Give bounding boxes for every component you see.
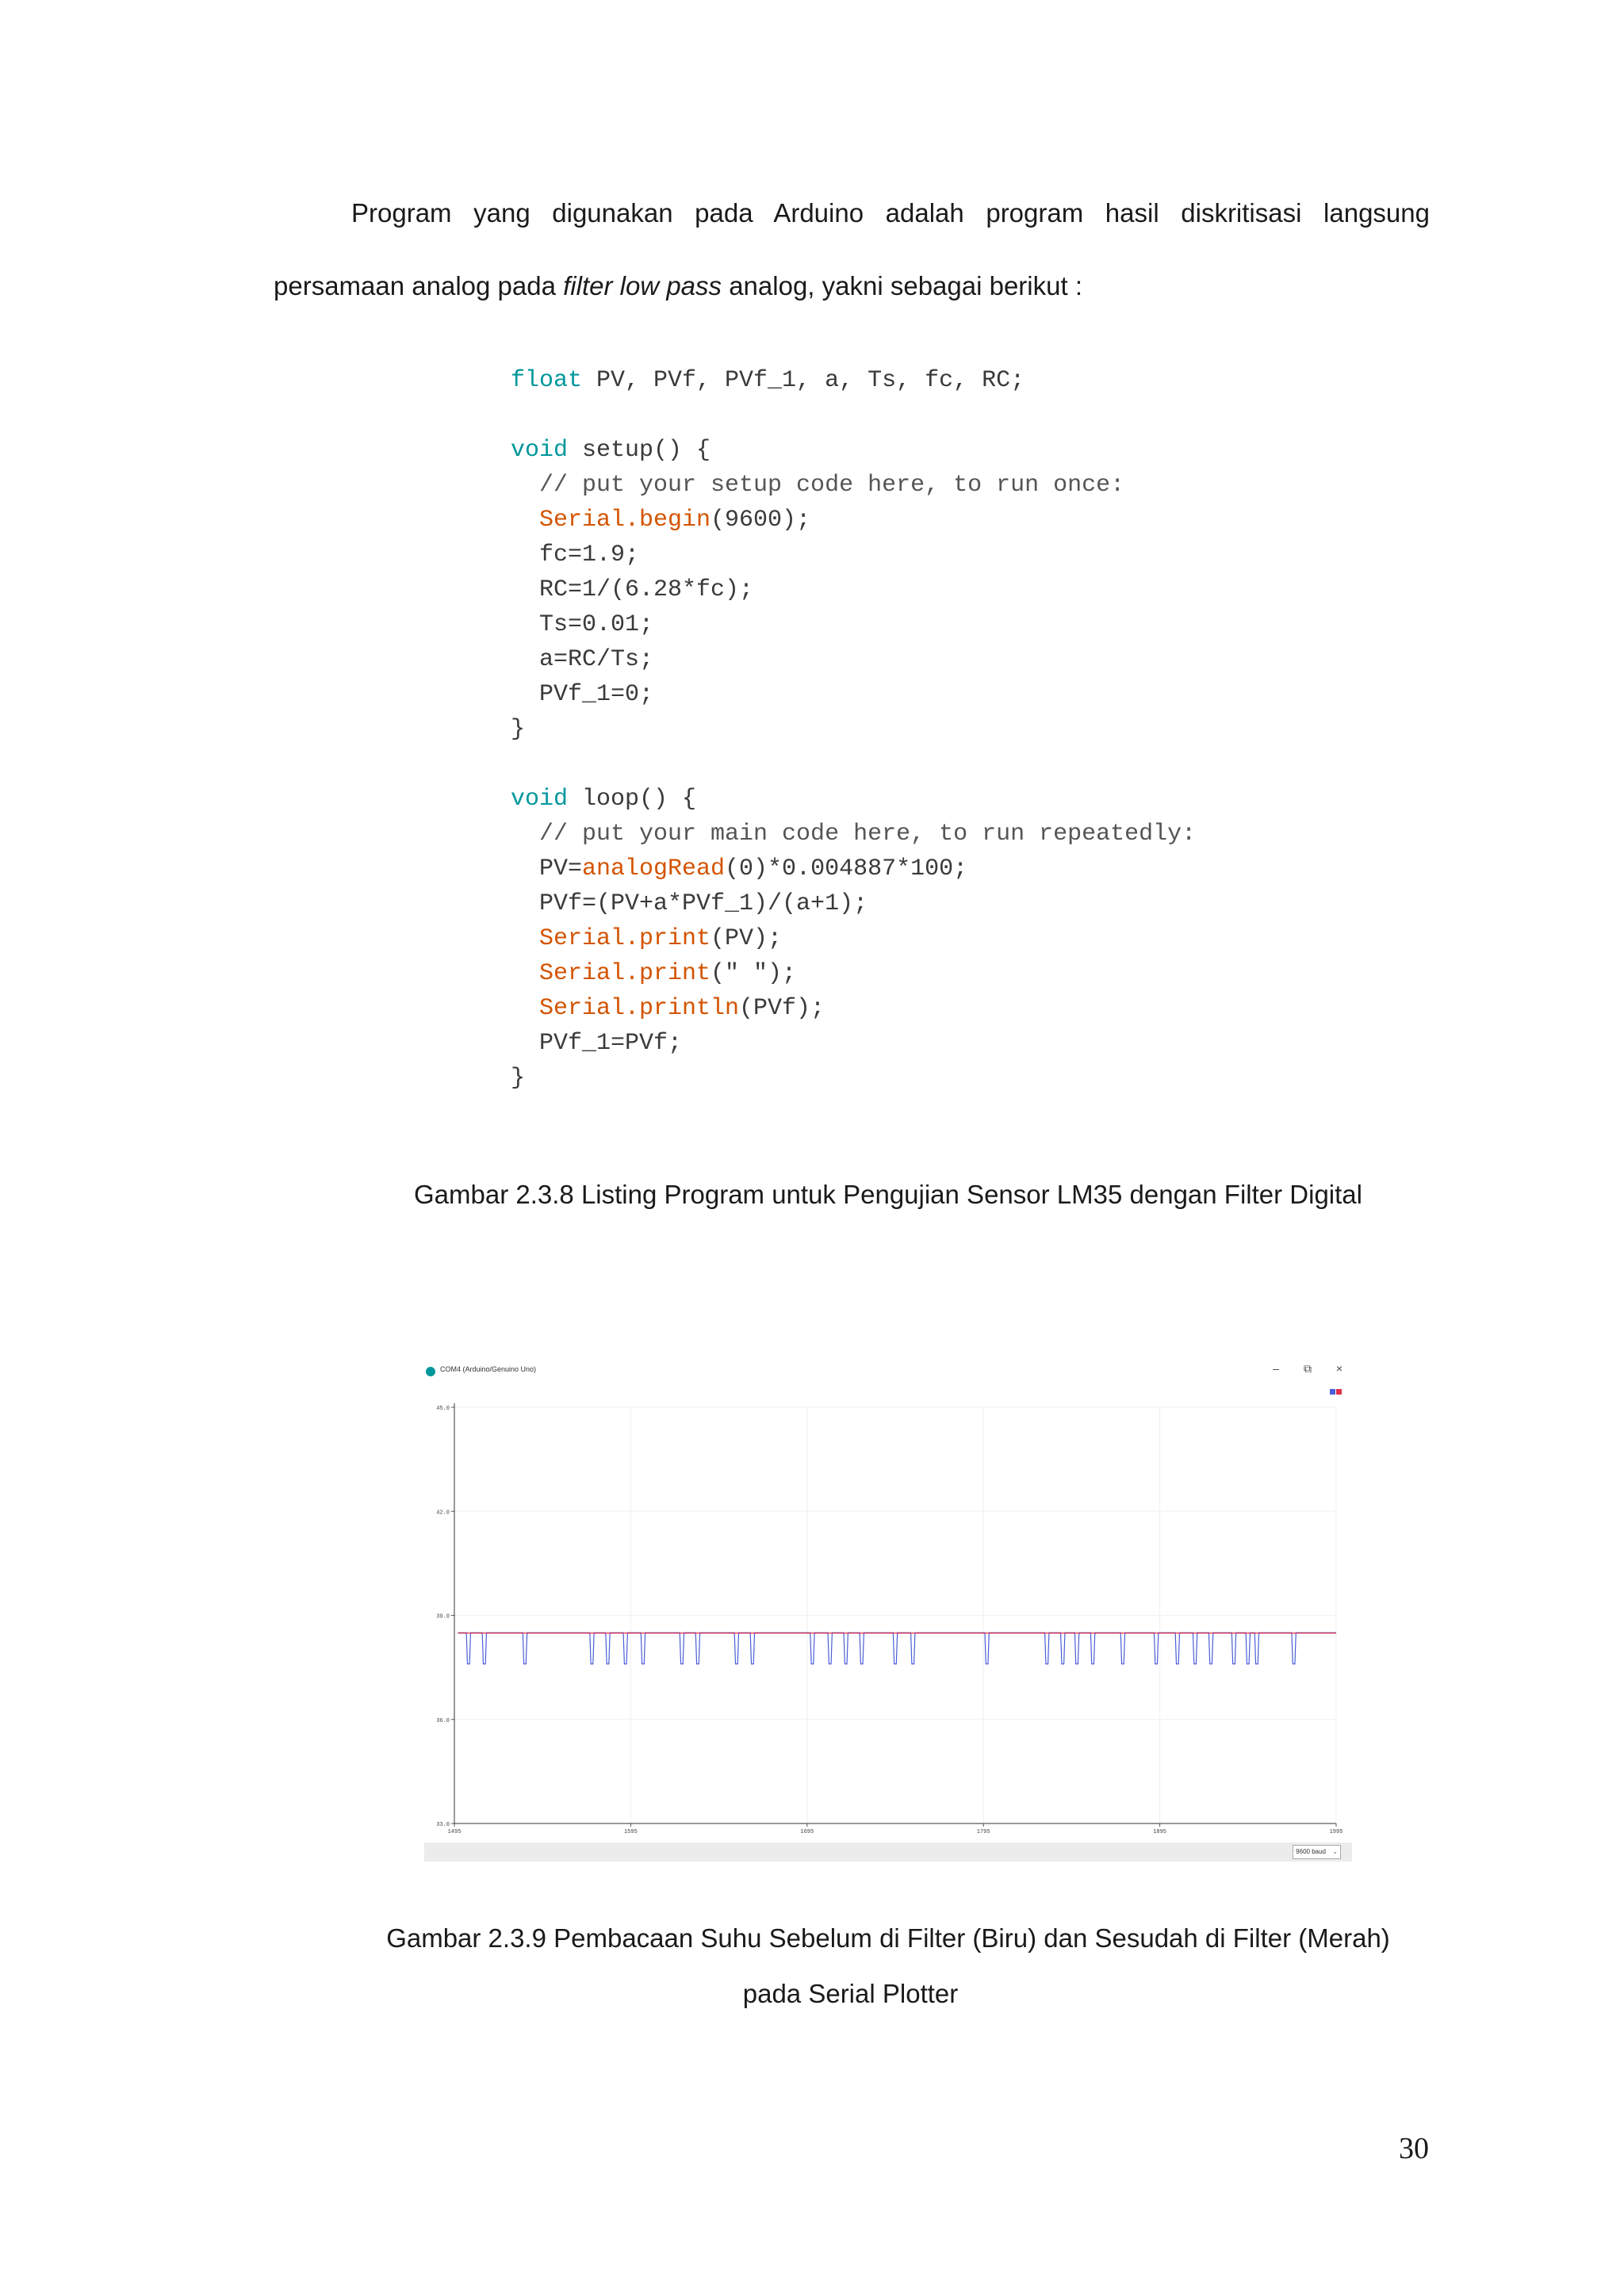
code-line	[511, 851, 1224, 886]
code-line	[511, 956, 1224, 991]
code-line	[511, 503, 1224, 538]
serial-plotter-window	[424, 1356, 1352, 1862]
code-line-blank	[511, 747, 1224, 782]
plot-area	[424, 1356, 1352, 1843]
code-text: loop() {	[568, 786, 697, 813]
code-text: (0)*0.004887*100;	[725, 855, 968, 882]
body-paragraph-line-2	[274, 270, 1431, 304]
code-keyword: void	[511, 786, 569, 813]
y-tick-label: 45.0	[436, 1406, 450, 1412]
code-text: (PVf);	[739, 995, 825, 1022]
figure-caption-plot-line-1: Gambar 2.3.9 Pembacaan Suhu Sebelum di Filter (Biru) dan Sesudah di Filter (Merah)	[386, 1923, 1390, 1953]
baud-rate-select[interactable]	[1293, 1845, 1341, 1859]
code-line: }	[511, 1065, 526, 1092]
y-tick-label: 42.0	[436, 1510, 450, 1517]
code-line	[511, 782, 1224, 817]
code-line	[511, 991, 1224, 1026]
code-text: PV=	[511, 855, 583, 882]
x-tick-label: 1695	[800, 1829, 814, 1835]
code-text: setup() {	[568, 437, 711, 464]
figure-caption-listing: Gambar 2.3.8 Listing Program untuk Pengujian Sensor LM35 dengan Filter Digital	[414, 1180, 1362, 1209]
page-number: 30	[1399, 2132, 1429, 2165]
code-function: Serial.begin	[511, 507, 711, 534]
body-paragraph-line-1: Program yang digunakan pada Arduino adalah program hasil diskritisasi langsung	[351, 198, 1430, 228]
code-line	[511, 433, 1224, 468]
para-text-italic: filter low pass	[563, 271, 722, 300]
x-tick-label: 1795	[976, 1829, 990, 1835]
code-line-blank	[511, 398, 1224, 433]
series-line-raw	[458, 1632, 1336, 1663]
code-function: Serial.print	[511, 960, 711, 987]
code-line: PVf=(PV+a*PVf_1)/(a+1);	[511, 890, 868, 917]
y-tick-label: 33.0	[436, 1822, 450, 1828]
y-tick-label: 36.0	[436, 1717, 450, 1724]
code-line	[511, 363, 1224, 398]
x-tick-label: 1995	[1329, 1829, 1343, 1835]
x-tick-label: 1595	[623, 1829, 638, 1835]
para-text-suffix: analog, yakni sebagai berikut :	[722, 271, 1082, 300]
code-function: Serial.println	[511, 995, 740, 1022]
x-tick-label: 1895	[1153, 1829, 1167, 1835]
code-comment: // put your main code here, to run repeatedly:	[511, 821, 1197, 848]
code-keyword: float	[511, 367, 583, 394]
code-line: Ts=0.01;	[511, 611, 654, 638]
close-button[interactable]: ×	[1335, 1362, 1343, 1375]
code-keyword: void	[511, 437, 569, 464]
code-comment: // put your setup code here, to run once:	[511, 472, 1125, 499]
code-line: }	[511, 716, 526, 743]
x-tick-label: 1495	[447, 1829, 462, 1835]
restore-button[interactable]: ⧉	[1304, 1362, 1312, 1375]
code-function: analogRead	[582, 855, 726, 882]
code-line	[511, 921, 1224, 956]
para-text-prefix: persamaan analog pada	[274, 271, 564, 300]
code-line: a=RC/Ts;	[511, 646, 654, 673]
code-line: PVf_1=0;	[511, 681, 654, 708]
window-title: COM4 (Arduino/Genuino Uno)	[440, 1365, 537, 1373]
minimize-button[interactable]: –	[1273, 1362, 1279, 1375]
y-tick-label: 39.0	[436, 1613, 450, 1621]
code-text: (" ");	[710, 960, 797, 987]
code-text: PV, PVf, PVf_1, a, Ts, fc, RC;	[582, 367, 1025, 394]
code-line: fc=1.9;	[511, 541, 640, 568]
code-text: (PV);	[710, 925, 783, 952]
code-function: Serial.print	[511, 925, 711, 952]
chevron-down-icon: ⌄	[1332, 1848, 1338, 1855]
code-line: PVf_1=PVf;	[511, 1030, 683, 1057]
code-line: RC=1/(6.28*fc);	[511, 576, 754, 603]
plotter-bottom-bar	[424, 1843, 1352, 1862]
code-text: (9600);	[710, 507, 811, 534]
baud-rate-value: 9600 baud	[1296, 1848, 1326, 1855]
figure-caption-plot-line-2: pada Serial Plotter	[742, 1979, 959, 2008]
code-listing	[511, 363, 1224, 1096]
